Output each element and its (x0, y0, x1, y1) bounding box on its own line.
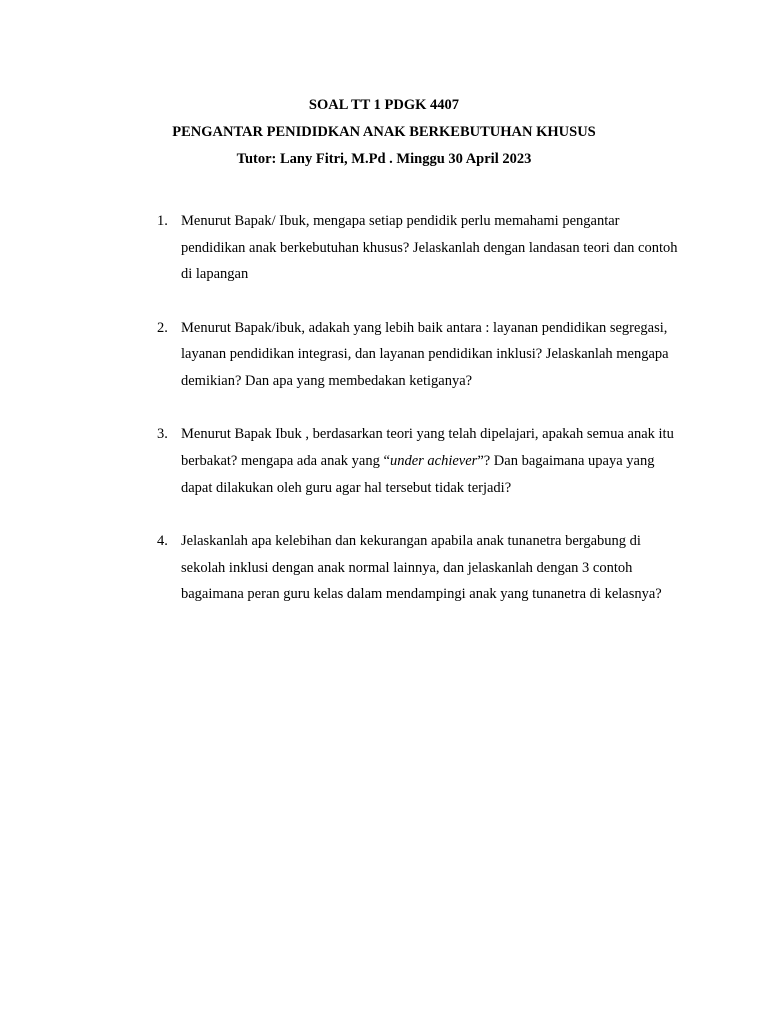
question-item-3 (157, 421, 687, 501)
question-number: 3. (157, 426, 168, 443)
question-number: 4. (157, 532, 168, 549)
question-item-2 (157, 315, 687, 395)
question-text-after: ”? Dan bagaimana upaya yang dapat dilakukan oleh guru agar hal tersebut tidak terjadi? (181, 452, 655, 496)
question-text-before: Menurut Bapak Ibuk , berdasarkan teori yang telah dipelajari, apakah semua anak itu berbakat? mengapa ada anak yang “ (181, 426, 674, 469)
question-item-4 (157, 528, 687, 608)
document-header (0, 92, 768, 173)
question-text-italic: under achiever (389, 452, 478, 469)
question-text (181, 421, 687, 501)
course-title: PENGANTAR PENIDIDKAN ANAK BERKEBUTUHAN KHUSUS (172, 124, 596, 140)
question-text: Menurut Bapak/ibuk, adakah yang lebih baik antara : layanan pendidikan segregasi, layanan pendidikan integrasi, dan layanan pendidikan inklusi? Jelaskanlah mengapa demikian? Dan apa yang membedakan ketiganya? (181, 319, 669, 390)
question-item-1 (157, 208, 687, 288)
question-list (157, 208, 687, 634)
question-number: 1. (157, 213, 168, 229)
exam-title: SOAL TT 1 PDGK 4407 (308, 97, 460, 113)
tutor-line: Tutor: Lany Fitri, M.Pd . Minggu 30 April 2023 (236, 151, 532, 167)
question-text: Jelaskanlah apa kelebihan dan kekurangan apabila anak tunanetra bergabung di sekolah inklusi dengan anak normal lainnya, dan jelaskanlah dengan 3 contoh bagaimana peran guru kelas dalam mendampingi anak yang tunanetra di kelasnya? (181, 532, 662, 603)
question-number: 2. (157, 319, 168, 336)
question-text: Menurut Bapak/ Ibuk, mengapa setiap pendidik perlu memahami pengantar pendidikan anak berkebutuhan khusus? Jelaskanlah dengan landasan teori dan contoh di lapangan (181, 213, 678, 283)
